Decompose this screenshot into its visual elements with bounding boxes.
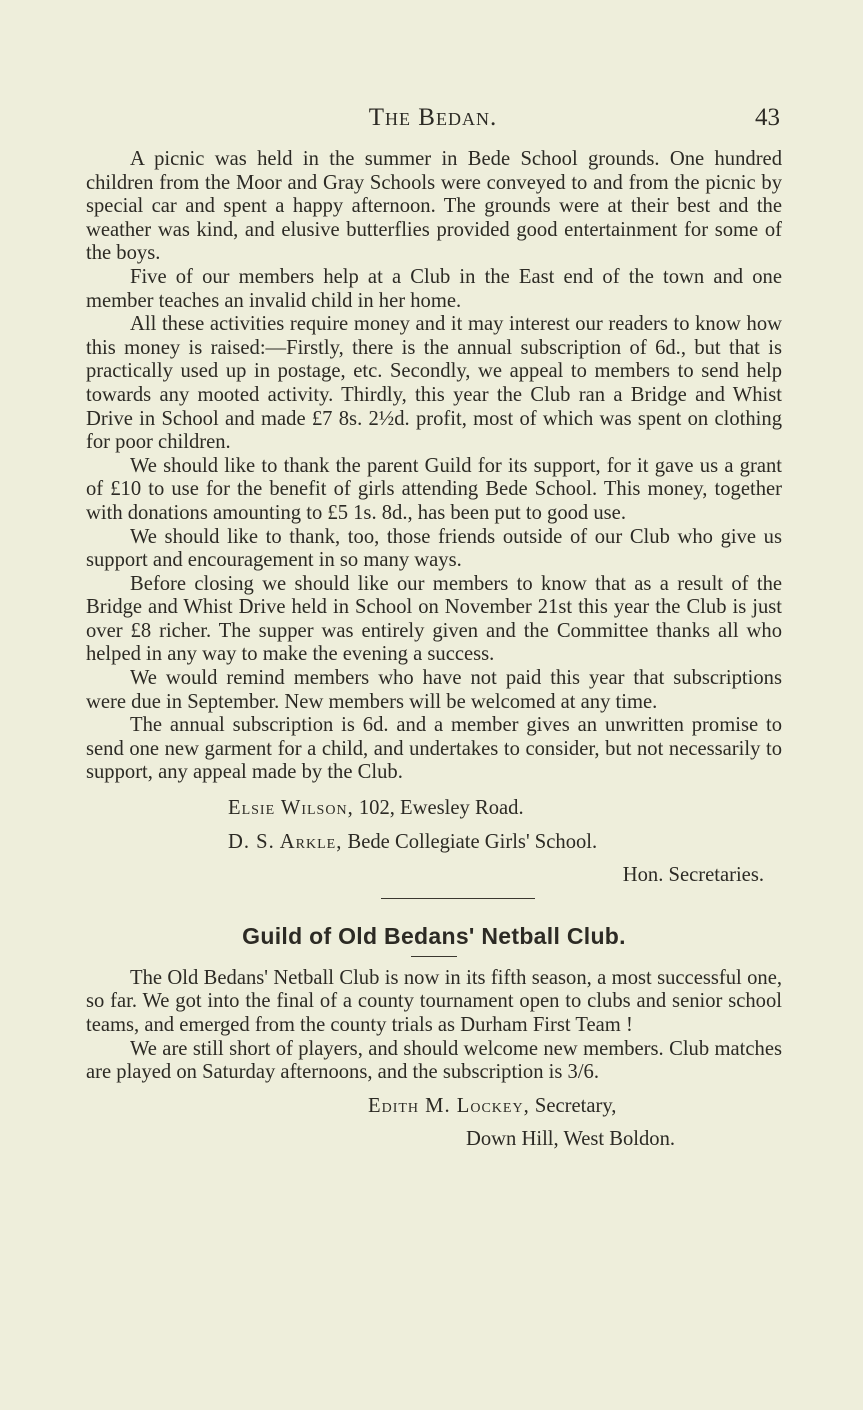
paragraph-picnic: A picnic was held in the summer in Bede School grounds. One hundred children from the Moor and Gray Schools were conveyed to and from the picnic by special car and spent a happy afternoon. The grounds were at their best and the weather was kind, and elusive butterflies provided good entertainment for some of the boys. — [86, 148, 782, 265]
paragraph-remind-members: We would remind members who have not paid this year that subscriptions were due in September. New members will be welcomed at any time. — [86, 667, 782, 713]
netball-section — [86, 967, 782, 1085]
signature-elsie-wilson — [228, 797, 782, 821]
article-body — [86, 148, 782, 1152]
paragraph-guild-thanks: We should like to thank the parent Guild for its support, for it gave us a grant of £10 to use for the benefit of girls attending Bede School. This money, together with donations amounting to £5 1s. 8d., has been put to good use. — [86, 454, 782, 524]
running-title: The Bedan. — [368, 104, 498, 131]
section-heading: Guild of Old Bedans' Netball Club. — [242, 922, 626, 949]
signature-role: Secretary, — [529, 1094, 617, 1117]
signature-address-line: Down Hill, West Boldon. — [466, 1128, 676, 1151]
signature-ds-arkle — [228, 831, 782, 855]
page-number: 43 — [755, 104, 780, 131]
heading-underline — [411, 956, 457, 957]
signature-role: Hon. Secretaries. — [622, 864, 764, 887]
paragraph-money: All these activities require money and it may interest our readers to know how this money is raised:—Firstly, there is the annual subscription of 6d., but that is practically used up in postage, etc. Secondly, we appeal to members to send help towards any mooted activity. Thirdly, this year the Club ran a Bridge and Whist Drive in School and made £7 8s. 2½d. profit, most of which was spent on clothing for poor children. — [86, 313, 782, 454]
paragraph-netball-season: The Old Bedans' Netball Club is now in its fifth season, a most successful one, so far. We got into the final of a county tournament open to clubs and senior school teams, and emerged from the county trials as Durham First Team ! — [86, 966, 782, 1036]
paragraph-netball-players: We are still short of players, and should welcome new members. Club matches are played on Saturday afternoons, and the subscription is 3/6. — [86, 1037, 782, 1084]
paragraph-friends-thanks: We should like to thank, too, those friends outside of our Club who give us support and encouragement in so many ways. — [86, 525, 782, 572]
signature-name: D. S. Arkle, — [228, 830, 343, 853]
section-divider — [381, 898, 535, 899]
signature-address: 102, Ewesley Road. — [353, 797, 524, 820]
signature-address: Bede Collegiate Girls' School. — [342, 830, 598, 853]
signature-name: Elsie Wilson, — [228, 797, 354, 820]
signature-name: Edith M. Lockey, — [368, 1094, 530, 1117]
page-header — [86, 104, 780, 138]
paragraph-subscription: The annual subscription is 6d. and a member gives an unwritten promise to send one new garment for a child, and undertakes to consider, but not necessarily to support, any appeal made by the Club. — [86, 714, 782, 784]
paragraph-before-closing: Before closing we should like our members to know that as a result of the Bridge and Whist Drive held in School on November 21st this year the Club is just over £8 richer. The supper was entirely given and the Committee thanks all who helped in any way to make the evening a success. — [86, 572, 782, 666]
paragraph-members-help: Five of our members help at a Club in the East end of the town and one member teaches an invalid child in her home. — [86, 265, 782, 312]
signature-edith-lockey — [368, 1095, 782, 1119]
